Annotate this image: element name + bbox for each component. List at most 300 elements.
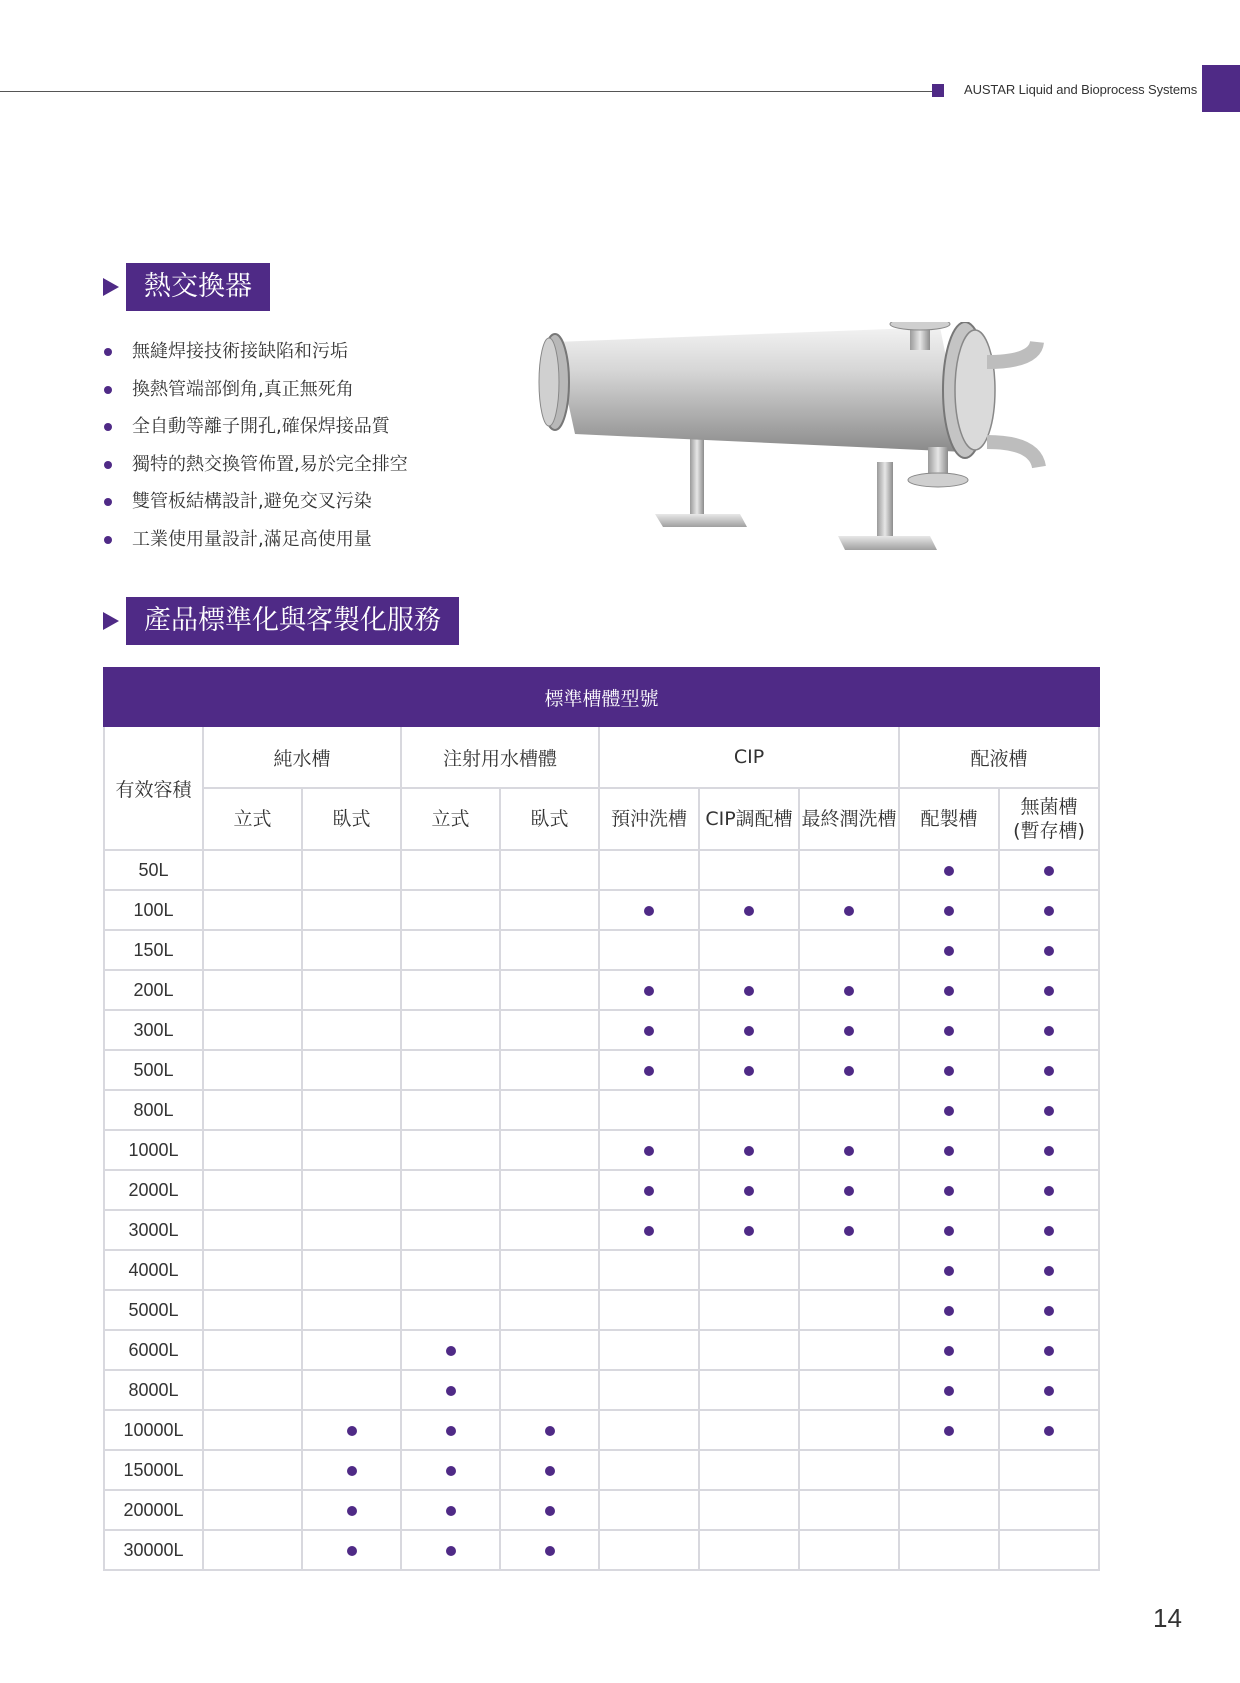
- table-row: [104, 930, 1099, 970]
- availability-cell: [302, 850, 401, 890]
- available-dot-icon: [944, 1426, 954, 1436]
- availability-cell: [699, 1250, 799, 1290]
- availability-cell: [999, 1290, 1099, 1330]
- feature-text: 工業使用量設計,滿足高使用量: [132, 528, 372, 550]
- availability-cell: [899, 1250, 999, 1290]
- feature-item: [100, 408, 408, 446]
- availability-cell: [999, 850, 1099, 890]
- availability-cell: [500, 1130, 599, 1170]
- available-dot-icon: [347, 1546, 357, 1556]
- available-dot-icon: [644, 1226, 654, 1236]
- availability-cell: [899, 890, 999, 930]
- volume-cell: 50L: [104, 850, 203, 890]
- availability-cell: [699, 1490, 799, 1530]
- volume-cell: 800L: [104, 1090, 203, 1130]
- available-dot-icon: [1044, 1026, 1054, 1036]
- availability-cell: [599, 1050, 699, 1090]
- availability-cell: [401, 1050, 500, 1090]
- available-dot-icon: [944, 866, 954, 876]
- availability-cell: [899, 1370, 999, 1410]
- available-dot-icon: [744, 1146, 754, 1156]
- volume-cell: 30000L: [104, 1530, 203, 1570]
- available-dot-icon: [744, 1026, 754, 1036]
- availability-cell: [401, 1170, 500, 1210]
- availability-cell: [401, 850, 500, 890]
- table-row: [104, 1010, 1099, 1050]
- availability-cell: [203, 1250, 302, 1290]
- feature-text: 雙管板結構設計,避免交叉污染: [132, 491, 372, 513]
- group-header-preparation: 配液槽: [899, 726, 1099, 788]
- availability-cell: [302, 1170, 401, 1210]
- availability-cell: [799, 890, 899, 930]
- available-dot-icon: [844, 906, 854, 916]
- available-dot-icon: [644, 1066, 654, 1076]
- availability-cell: [799, 1170, 899, 1210]
- availability-cell: [799, 1210, 899, 1250]
- volume-cell: 1000L: [104, 1130, 203, 1170]
- availability-cell: [302, 930, 401, 970]
- volume-cell: 2000L: [104, 1170, 203, 1210]
- availability-cell: [899, 1090, 999, 1130]
- availability-cell: [999, 1530, 1099, 1570]
- section-arrow-icon: [103, 278, 119, 296]
- subheader-cell: 立式: [203, 788, 302, 850]
- availability-cell: [401, 1010, 500, 1050]
- availability-cell: [999, 1010, 1099, 1050]
- availability-cell: [599, 1410, 699, 1450]
- availability-cell: [401, 1130, 500, 1170]
- availability-cell: [699, 1050, 799, 1090]
- availability-cell: [799, 1130, 899, 1170]
- available-dot-icon: [1044, 1266, 1054, 1276]
- availability-cell: [401, 1290, 500, 1330]
- available-dot-icon: [644, 906, 654, 916]
- bullet-icon: [104, 423, 112, 431]
- availability-cell: [302, 1370, 401, 1410]
- availability-cell: [899, 1050, 999, 1090]
- availability-cell: [899, 930, 999, 970]
- availability-cell: [599, 1530, 699, 1570]
- availability-cell: [599, 1170, 699, 1210]
- available-dot-icon: [844, 1186, 854, 1196]
- available-dot-icon: [1044, 1226, 1054, 1236]
- availability-cell: [500, 1210, 599, 1250]
- availability-cell: [599, 1490, 699, 1530]
- volume-cell: 10000L: [104, 1410, 203, 1450]
- availability-cell: [302, 1010, 401, 1050]
- volume-cell: 4000L: [104, 1250, 203, 1290]
- group-header-cip: CIP: [599, 726, 899, 788]
- available-dot-icon: [644, 1186, 654, 1196]
- feature-text: 全自動等離子開孔,確保焊接品質: [132, 416, 390, 438]
- availability-cell: [599, 1330, 699, 1370]
- availability-cell: [203, 1410, 302, 1450]
- availability-cell: [699, 930, 799, 970]
- availability-cell: [302, 1290, 401, 1330]
- availability-cell: [401, 1370, 500, 1410]
- availability-cell: [899, 1330, 999, 1370]
- availability-cell: [899, 850, 999, 890]
- availability-cell: [699, 1130, 799, 1170]
- availability-cell: [401, 930, 500, 970]
- availability-cell: [999, 1250, 1099, 1290]
- availability-cell: [599, 970, 699, 1010]
- availability-cell: [999, 1450, 1099, 1490]
- table-row: [104, 1370, 1099, 1410]
- bullet-icon: [104, 461, 112, 469]
- availability-cell: [999, 890, 1099, 930]
- availability-cell: [203, 930, 302, 970]
- volume-cell: 6000L: [104, 1330, 203, 1370]
- table-row: [104, 1170, 1099, 1210]
- volume-cell: 15000L: [104, 1450, 203, 1490]
- subheader-cell: CIP調配槽: [699, 788, 799, 850]
- table-row: [104, 850, 1099, 890]
- availability-cell: [302, 1410, 401, 1450]
- volume-column-header: 有效容積: [104, 726, 203, 850]
- bullet-icon: [104, 348, 112, 356]
- availability-cell: [899, 1410, 999, 1450]
- availability-cell: [699, 1370, 799, 1410]
- availability-cell: [799, 1450, 899, 1490]
- availability-cell: [500, 1450, 599, 1490]
- table-row: [104, 1250, 1099, 1290]
- available-dot-icon: [844, 1146, 854, 1156]
- feature-item: [100, 521, 408, 559]
- availability-cell: [799, 1010, 899, 1050]
- availability-cell: [302, 1490, 401, 1530]
- available-dot-icon: [347, 1506, 357, 1516]
- available-dot-icon: [944, 1106, 954, 1116]
- availability-cell: [500, 1330, 599, 1370]
- available-dot-icon: [844, 1066, 854, 1076]
- availability-cell: [899, 970, 999, 1010]
- table-row: [104, 1130, 1099, 1170]
- table-row: [104, 1530, 1099, 1570]
- available-dot-icon: [944, 1026, 954, 1036]
- available-dot-icon: [744, 986, 754, 996]
- feature-item: [100, 371, 408, 409]
- availability-cell: [699, 1170, 799, 1210]
- availability-cell: [302, 1210, 401, 1250]
- available-dot-icon: [944, 906, 954, 916]
- availability-cell: [302, 1450, 401, 1490]
- feature-list: [100, 333, 408, 559]
- available-dot-icon: [1044, 986, 1054, 996]
- available-dot-icon: [944, 1146, 954, 1156]
- available-dot-icon: [944, 1346, 954, 1356]
- page-number: 14: [1153, 1603, 1182, 1633]
- table-row: [104, 1490, 1099, 1530]
- group-header-wfi: 注射用水槽體: [401, 726, 599, 788]
- available-dot-icon: [944, 1186, 954, 1196]
- availability-cell: [999, 1050, 1099, 1090]
- available-dot-icon: [944, 1066, 954, 1076]
- availability-cell: [500, 1170, 599, 1210]
- availability-cell: [203, 1530, 302, 1570]
- availability-cell: [599, 850, 699, 890]
- volume-cell: 300L: [104, 1010, 203, 1050]
- availability-cell: [799, 1330, 899, 1370]
- volume-cell: 200L: [104, 970, 203, 1010]
- available-dot-icon: [944, 986, 954, 996]
- feature-text: 獨特的熱交換管佈置,易於完全排空: [132, 453, 408, 475]
- table-row: [104, 1330, 1099, 1370]
- availability-cell: [599, 1450, 699, 1490]
- available-dot-icon: [347, 1466, 357, 1476]
- available-dot-icon: [1044, 1346, 1054, 1356]
- availability-cell: [302, 1330, 401, 1370]
- volume-cell: 20000L: [104, 1490, 203, 1530]
- subheader-cell: 最終潤洗槽: [799, 788, 899, 850]
- availability-cell: [899, 1010, 999, 1050]
- section-arrow-icon: [103, 612, 119, 630]
- availability-cell: [699, 1210, 799, 1250]
- availability-cell: [500, 1010, 599, 1050]
- available-dot-icon: [446, 1386, 456, 1396]
- volume-cell: 500L: [104, 1050, 203, 1090]
- standard-tank-models-table: [103, 667, 1100, 1571]
- available-dot-icon: [1044, 1146, 1054, 1156]
- availability-cell: [500, 1250, 599, 1290]
- bullet-icon: [104, 498, 112, 506]
- feature-item: [100, 333, 408, 371]
- availability-cell: [203, 1370, 302, 1410]
- table-row: [104, 1290, 1099, 1330]
- available-dot-icon: [545, 1506, 555, 1516]
- availability-cell: [899, 1170, 999, 1210]
- bullet-icon: [104, 386, 112, 394]
- availability-cell: [799, 1410, 899, 1450]
- availability-cell: [203, 1090, 302, 1130]
- available-dot-icon: [545, 1466, 555, 1476]
- availability-cell: [599, 1370, 699, 1410]
- availability-cell: [999, 1410, 1099, 1450]
- availability-cell: [401, 1410, 500, 1450]
- header-marker: [932, 84, 944, 97]
- availability-cell: [599, 1290, 699, 1330]
- available-dot-icon: [944, 1266, 954, 1276]
- availability-cell: [999, 1370, 1099, 1410]
- availability-cell: [999, 1090, 1099, 1130]
- feature-text: 無縫焊接技術接缺陷和污垢: [132, 341, 348, 362]
- availability-cell: [999, 1170, 1099, 1210]
- table-row: [104, 890, 1099, 930]
- availability-cell: [799, 1370, 899, 1410]
- availability-cell: [799, 1490, 899, 1530]
- availability-cell: [599, 930, 699, 970]
- availability-cell: [500, 890, 599, 930]
- availability-cell: [599, 1010, 699, 1050]
- availability-cell: [401, 970, 500, 1010]
- availability-cell: [799, 1530, 899, 1570]
- feature-item: [100, 483, 408, 521]
- availability-cell: [999, 1490, 1099, 1530]
- availability-cell: [999, 1330, 1099, 1370]
- group-header-pure-water: 純水槽: [203, 726, 401, 788]
- availability-cell: [799, 970, 899, 1010]
- availability-cell: [699, 890, 799, 930]
- available-dot-icon: [944, 1226, 954, 1236]
- availability-cell: [203, 1170, 302, 1210]
- available-dot-icon: [1044, 1066, 1054, 1076]
- availability-cell: [599, 890, 699, 930]
- available-dot-icon: [1044, 1306, 1054, 1316]
- availability-cell: [500, 970, 599, 1010]
- availability-cell: [302, 1090, 401, 1130]
- availability-cell: [699, 1410, 799, 1450]
- availability-cell: [500, 1290, 599, 1330]
- available-dot-icon: [446, 1546, 456, 1556]
- subheader-cell: 配製槽: [899, 788, 999, 850]
- available-dot-icon: [446, 1506, 456, 1516]
- table-row: [104, 1210, 1099, 1250]
- availability-cell: [500, 1370, 599, 1410]
- available-dot-icon: [446, 1346, 456, 1356]
- availability-cell: [599, 1090, 699, 1130]
- availability-cell: [899, 1130, 999, 1170]
- availability-cell: [401, 1490, 500, 1530]
- availability-cell: [599, 1130, 699, 1170]
- availability-cell: [203, 850, 302, 890]
- availability-cell: [899, 1290, 999, 1330]
- availability-cell: [999, 930, 1099, 970]
- subheader-cell: 立式: [401, 788, 500, 850]
- available-dot-icon: [545, 1546, 555, 1556]
- availability-cell: [699, 1290, 799, 1330]
- feature-text: 換熱管端部倒角,真正無死角: [132, 378, 354, 400]
- available-dot-icon: [844, 1226, 854, 1236]
- availability-cell: [203, 1490, 302, 1530]
- available-dot-icon: [347, 1426, 357, 1436]
- availability-cell: [799, 850, 899, 890]
- availability-cell: [799, 1290, 899, 1330]
- availability-cell: [599, 1250, 699, 1290]
- available-dot-icon: [744, 1226, 754, 1236]
- availability-cell: [899, 1210, 999, 1250]
- table-title: 標準槽體型號: [104, 668, 1099, 726]
- availability-cell: [500, 1050, 599, 1090]
- heat-exchanger-image: [525, 322, 1090, 554]
- availability-cell: [203, 1050, 302, 1090]
- available-dot-icon: [1044, 946, 1054, 956]
- availability-cell: [401, 890, 500, 930]
- availability-cell: [999, 1210, 1099, 1250]
- table-row: [104, 1410, 1099, 1450]
- available-dot-icon: [1044, 1386, 1054, 1396]
- availability-cell: [500, 1530, 599, 1570]
- available-dot-icon: [944, 1386, 954, 1396]
- availability-cell: [999, 1130, 1099, 1170]
- subheader-cell: 臥式: [302, 788, 401, 850]
- available-dot-icon: [446, 1426, 456, 1436]
- available-dot-icon: [944, 1306, 954, 1316]
- available-dot-icon: [644, 1026, 654, 1036]
- volume-cell: 100L: [104, 890, 203, 930]
- availability-cell: [999, 970, 1099, 1010]
- availability-cell: [599, 1210, 699, 1250]
- section-title-heat-exchanger: 熱交換器: [126, 263, 270, 311]
- availability-cell: [203, 1210, 302, 1250]
- available-dot-icon: [644, 986, 654, 996]
- availability-cell: [302, 970, 401, 1010]
- available-dot-icon: [1044, 1426, 1054, 1436]
- volume-cell: 8000L: [104, 1370, 203, 1410]
- availability-cell: [699, 970, 799, 1010]
- availability-cell: [203, 1010, 302, 1050]
- availability-cell: [302, 1130, 401, 1170]
- availability-cell: [699, 850, 799, 890]
- availability-cell: [401, 1450, 500, 1490]
- subheader-cell: 無菌槽 (暫存槽): [999, 788, 1099, 850]
- bullet-icon: [104, 536, 112, 544]
- availability-cell: [203, 1130, 302, 1170]
- availability-cell: [203, 1330, 302, 1370]
- table-row: [104, 1090, 1099, 1130]
- availability-cell: [500, 930, 599, 970]
- available-dot-icon: [446, 1466, 456, 1476]
- section-title-services: 產品標準化與客製化服務: [126, 597, 459, 645]
- availability-cell: [500, 1490, 599, 1530]
- availability-cell: [302, 890, 401, 930]
- availability-cell: [302, 1530, 401, 1570]
- available-dot-icon: [644, 1146, 654, 1156]
- available-dot-icon: [744, 1186, 754, 1196]
- availability-cell: [203, 970, 302, 1010]
- table-row: [104, 1050, 1099, 1090]
- availability-cell: [699, 1330, 799, 1370]
- availability-cell: [203, 890, 302, 930]
- availability-cell: [899, 1450, 999, 1490]
- availability-cell: [899, 1530, 999, 1570]
- availability-cell: [500, 850, 599, 890]
- subheader-cell: 臥式: [500, 788, 599, 850]
- available-dot-icon: [744, 1066, 754, 1076]
- availability-cell: [799, 1250, 899, 1290]
- available-dot-icon: [545, 1426, 555, 1436]
- availability-cell: [203, 1450, 302, 1490]
- subheader-cell: 預沖洗槽: [599, 788, 699, 850]
- availability-cell: [401, 1210, 500, 1250]
- header-company-text: AUSTAR Liquid and Bioprocess Systems: [964, 82, 1198, 97]
- available-dot-icon: [1044, 866, 1054, 876]
- availability-cell: [401, 1090, 500, 1130]
- feature-item: [100, 446, 408, 484]
- availability-cell: [401, 1330, 500, 1370]
- availability-cell: [302, 1050, 401, 1090]
- available-dot-icon: [744, 906, 754, 916]
- availability-cell: [899, 1490, 999, 1530]
- availability-cell: [401, 1250, 500, 1290]
- availability-cell: [401, 1530, 500, 1570]
- header-rule: [0, 91, 932, 92]
- availability-cell: [799, 1090, 899, 1130]
- availability-cell: [203, 1290, 302, 1330]
- availability-cell: [302, 1250, 401, 1290]
- availability-cell: [799, 1050, 899, 1090]
- available-dot-icon: [1044, 1106, 1054, 1116]
- volume-cell: 150L: [104, 930, 203, 970]
- available-dot-icon: [844, 986, 854, 996]
- availability-cell: [699, 1450, 799, 1490]
- available-dot-icon: [1044, 906, 1054, 916]
- availability-cell: [799, 930, 899, 970]
- table-row: [104, 1450, 1099, 1490]
- availability-cell: [699, 1530, 799, 1570]
- volume-cell: 3000L: [104, 1210, 203, 1250]
- availability-cell: [699, 1010, 799, 1050]
- volume-cell: 5000L: [104, 1290, 203, 1330]
